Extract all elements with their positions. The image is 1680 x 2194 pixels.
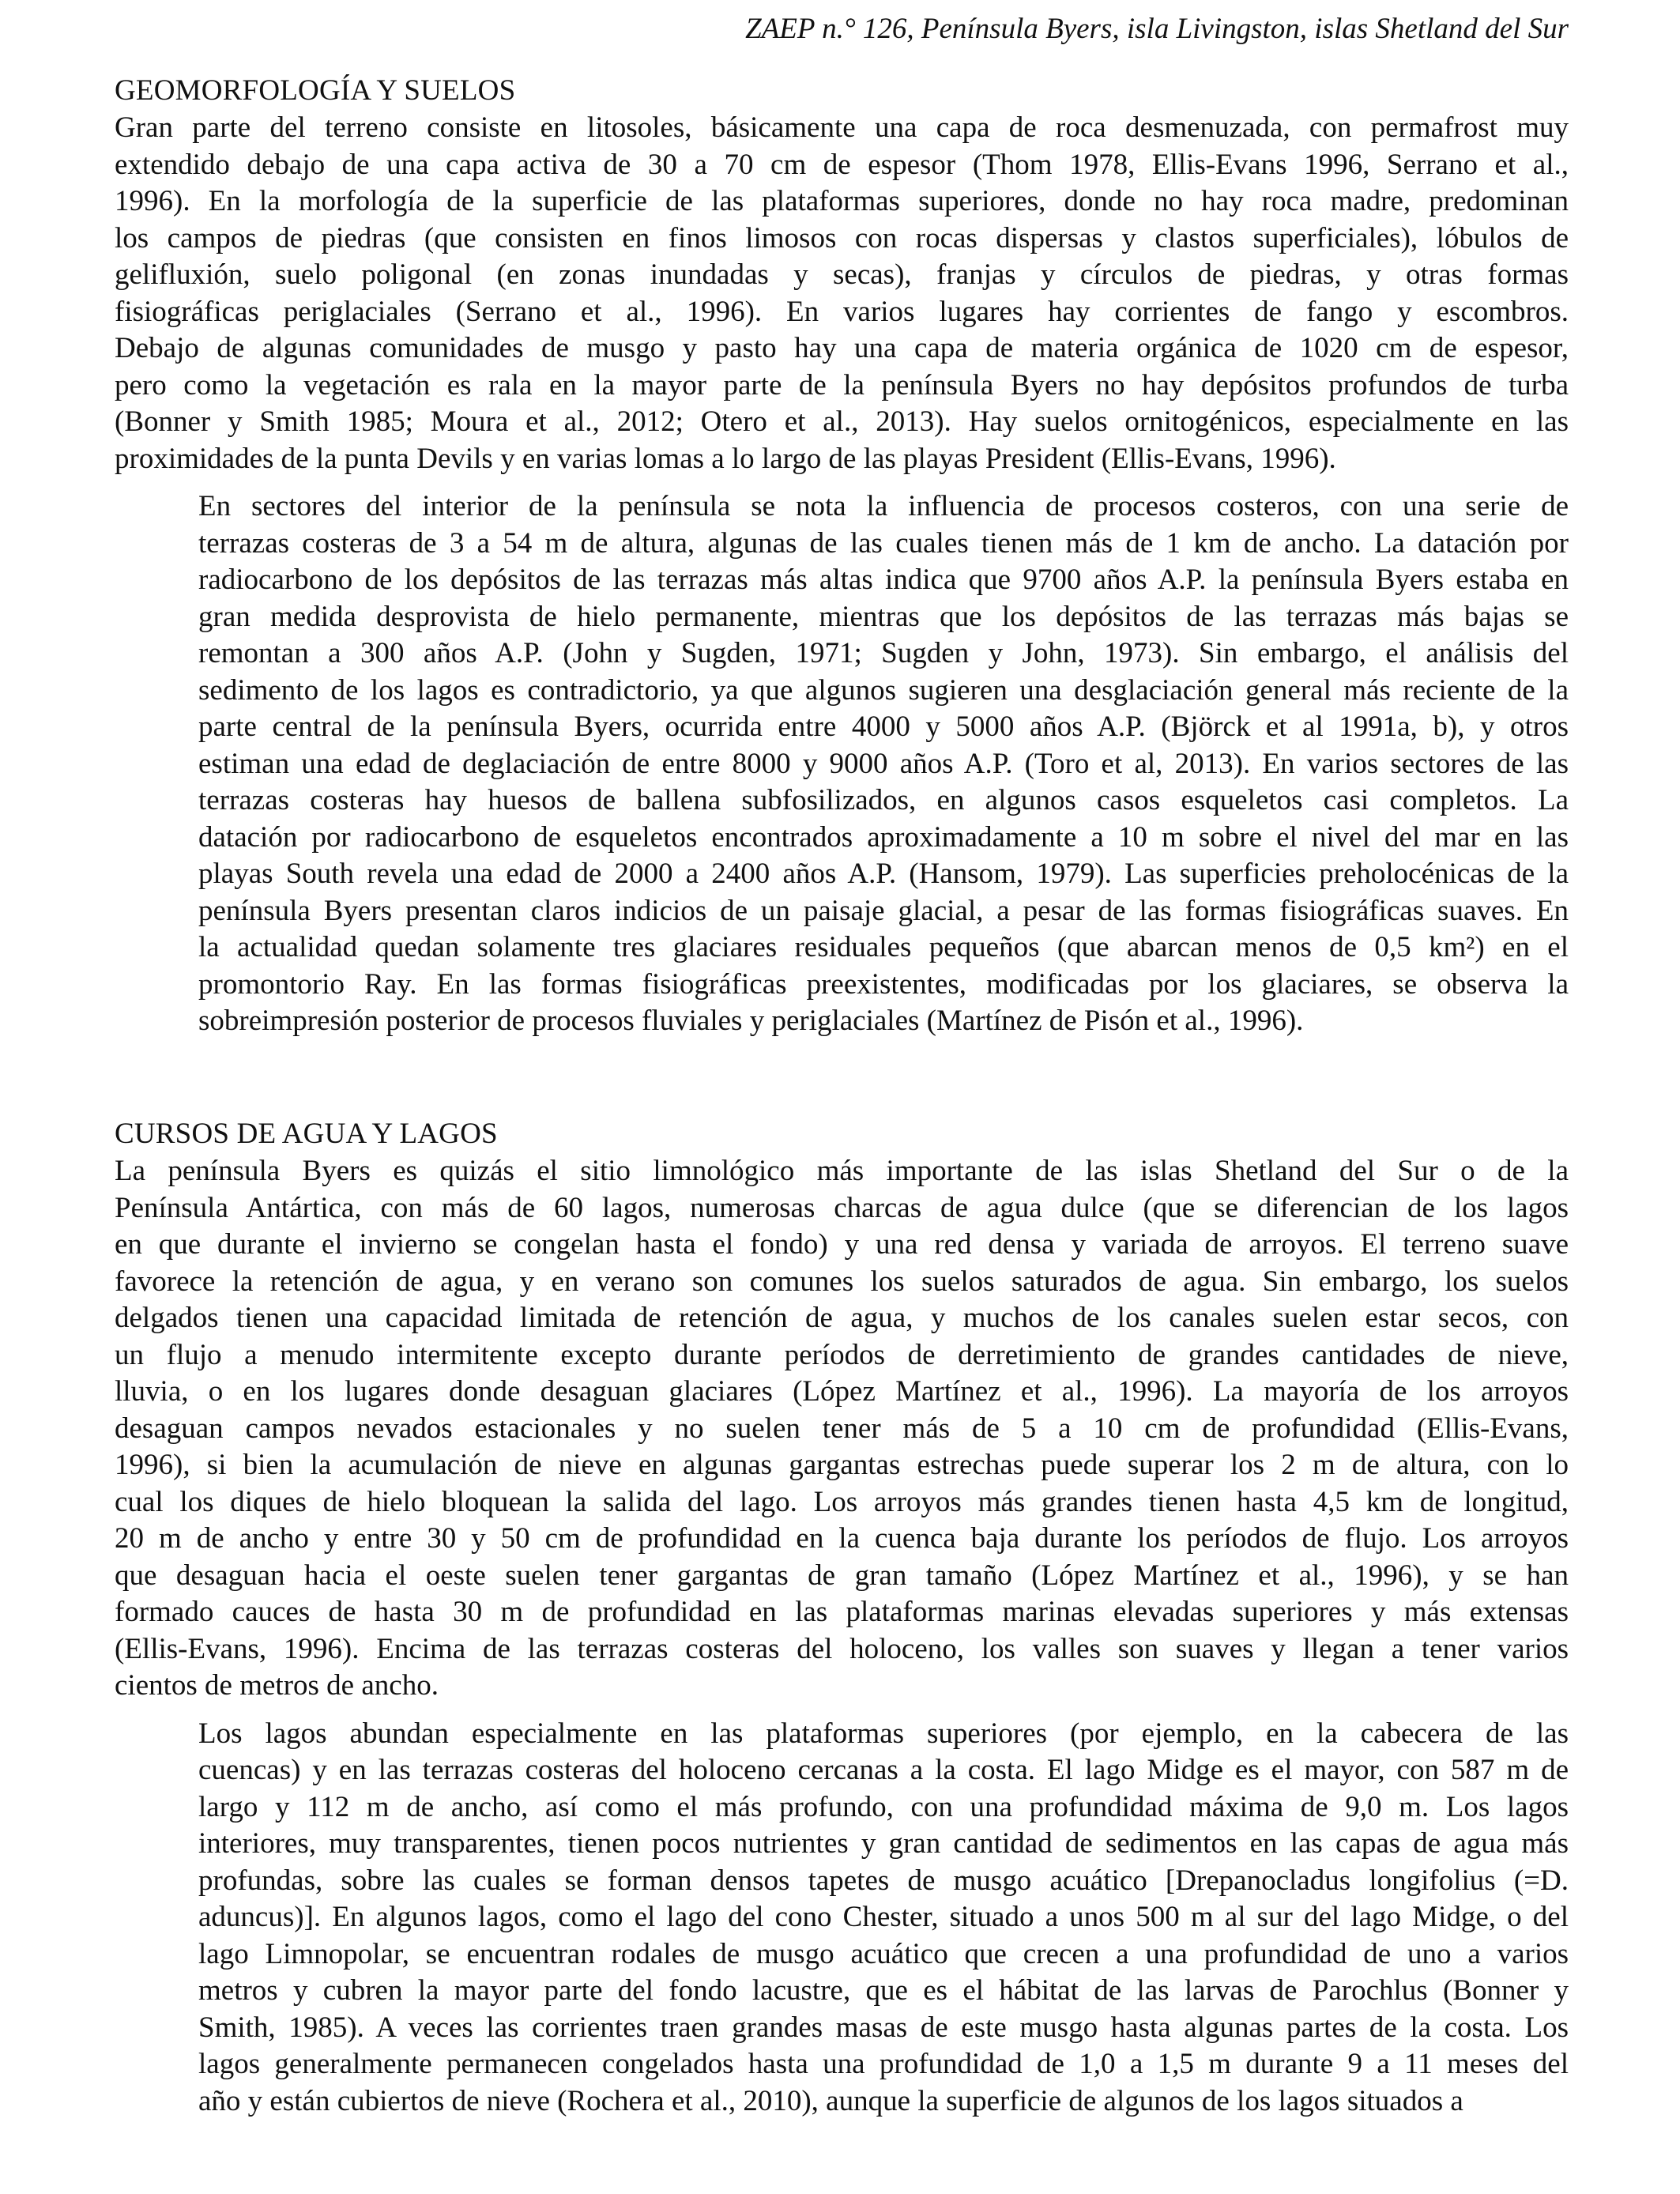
paragraph: [115, 488, 1569, 1040]
paragraph: [115, 110, 1569, 477]
running-header: ZAEP n.° 126, Península Byers, isla Livingston, islas Shetland del Sur: [745, 13, 1569, 45]
text-line: Smith, 1985). A veces las corrientes traen grandes masas de este musgo hasta algunas partes de la costa. Los: [198, 2011, 1569, 2044]
text-line: cual los diques de hielo bloquean la salida del lago. Los arroyos más grandes tienen hasta 4,5 km de longitud,: [115, 1485, 1569, 1518]
text-line: en que durante el invierno se congelan hasta el fondo) y una red densa y variada de arroyos. El terreno suave: [115, 1228, 1569, 1261]
text-line: datación por radiocarbono de esqueletos encontrados aproximadamente a 10 m sobre el nivel del mar en las: [198, 820, 1569, 854]
section-geomorfologia: [115, 73, 1569, 1040]
text-line: los campos de piedras (que consisten en finos limosos con rocas dispersas y clastos superficiales), lóbulos de: [115, 221, 1569, 254]
paragraph: [115, 1716, 1569, 2120]
text-line: delgados tienen una capacidad limitada de retención de agua, y muchos de los canales suelen estar secos, con: [115, 1302, 1569, 1334]
text-line: aduncus)]. En algunos lagos, como el lago del cono Chester, situado a unos 500 m al sur del lago Midge, o del: [198, 1901, 1569, 1933]
text-line: formado cauces de hasta 30 m de profundidad en las plataformas marinas elevadas superiores y más extensas: [115, 1596, 1569, 1628]
text-line: gelifluxión, suelo poligonal (en zonas inundadas y secas), franjas y círculos de piedras, y otras formas: [115, 258, 1569, 291]
text-line: Gran parte del terreno consiste en litosoles, básicamente una capa de roca desmenuzada, con permafrost muy: [115, 111, 1569, 144]
text-line: cuencas) y en las terrazas costeras del holoceno cercanas a la costa. El lago Midge es el mayor, con 587 m de: [198, 1754, 1569, 1786]
text-line: 20 m de ancho y entre 30 y 50 cm de profundidad en la cuenca baja durante los períodos de flujo. Los arroyos: [115, 1522, 1569, 1555]
text-line: estiman una edad de deglaciación de entre 8000 y 9000 años A.P. (Toro et al, 2013). En varios sectores de las: [198, 747, 1569, 780]
text-line: desaguan campos nevados estacionales y no suelen tener más de 5 a 10 cm de profundidad (Ellis-Evans,: [115, 1412, 1569, 1445]
text-line: la actualidad quedan solamente tres glaciares residuales pequeños (que abarcan menos de 0,5 km²) en el: [198, 931, 1569, 963]
text-line: proximidades de la punta Devils y en varias lomas a lo largo de las playas President (Ellis-Evans, 1996).: [115, 442, 1336, 475]
text-line: 1996), si bien la acumulación de nieve en algunas gargantas estrechas puede superar los 2 m de altura, con lo: [115, 1449, 1569, 1481]
text-line: lagos generalmente permanecen congelados hasta una profundidad de 1,0 a 1,5 m durante 9 a 11 meses del: [198, 2048, 1569, 2080]
text-line: fisiográficas periglaciales (Serrano et al., 1996). En varios lugares hay corrientes de fango y escombros.: [115, 295, 1569, 328]
text-line: cientos de metros de ancho.: [115, 1669, 439, 1702]
text-line: (Bonner y Smith 1985; Moura et al., 2012; Otero et al., 2013). Hay suelos ornitogénicos, especialmente en las: [115, 405, 1569, 438]
text-line: un flujo a menudo intermitente excepto durante períodos de derretimiento de grandes cantidades de nieve,: [115, 1338, 1569, 1371]
text-line: sedimento de los lagos es contradictorio, ya que algunos sugieren una desglaciación general más reciente de la: [198, 673, 1569, 707]
text-line: terrazas costeras de 3 a 54 m de altura, algunas de las cuales tienen más de 1 km de ancho. La datación por: [198, 526, 1569, 560]
text-line: favorece la retención de agua, y en verano son comunes los suelos saturados de agua. Sin embargo, los suelos: [115, 1265, 1569, 1298]
text-line: Península Antártica, con más de 60 lagos, numerosas charcas de agua dulce (que se diferencian de los lagos: [115, 1191, 1569, 1224]
paragraph: [115, 1153, 1569, 1705]
text-line: terrazas costeras hay huesos de ballena subfosilizados, en algunos casos esqueletos casi completos. La: [198, 784, 1569, 816]
text-line: La península Byers es quizás el sitio limnológico más importante de las islas Shetland del Sur o de la: [115, 1155, 1569, 1187]
text-line: sobreimpresión posterior de procesos fluviales y periglaciales (Martínez de Pisón et al., 1996).: [198, 1005, 1304, 1037]
text-line: Debajo de algunas comunidades de musgo y pasto hay una capa de materia orgánica de 1020 cm de espesor,: [115, 332, 1569, 364]
text-line: (Ellis-Evans, 1996). Encima de las terrazas costeras del holoceno, los valles son suaves y llegan a tener varios: [115, 1632, 1569, 1665]
text-line: gran medida desprovista de hielo permanente, mientras que los depósitos de las terrazas más bajas se: [198, 600, 1569, 633]
text-line: interiores, muy transparentes, tienen pocos nutrientes y gran cantidad de sedimentos en las capas de agua más: [198, 1827, 1569, 1860]
section-cursos-de-agua: [115, 1116, 1569, 2120]
text-line: playas South revela una edad de 2000 a 2400 años A.P. (Hansom, 1979). Las superficies preholocénicas de la: [198, 858, 1569, 890]
text-line: que desaguan hacia el oeste suelen tener gargantas de gran tamaño (López Martínez et al., 1996), y se han: [115, 1559, 1569, 1592]
text-line: península Byers presentan claros indicios de un paisaje glacial, a pesar de las formas fisiográficas suaves. En: [198, 894, 1569, 927]
text-line: Los lagos abundan especialmente en las plataformas superiores (por ejemplo, en la cabecera de las: [198, 1717, 1569, 1750]
document-page: [115, 0, 1569, 2194]
text-line: promontorio Ray. En las formas fisiográficas preexistentes, modificadas por los glaciares, se observa la: [198, 967, 1569, 1001]
text-line: lago Limnopolar, se encuentran rodales de musgo acuático que crecen a una profundidad de uno a varios: [198, 1937, 1569, 1970]
text-line: año y están cubiertos de nieve (Rochera et al., 2010), aunque la superficie de algunos de los lagos situados a: [198, 2084, 1463, 2117]
text-line: lluvia, o en los lugares donde desaguan glaciares (López Martínez et al., 1996). La mayoría de los arroyos: [115, 1375, 1569, 1408]
text-line: pero como la vegetación es rala en la mayor parte de la península Byers no hay depósitos profundos de turba: [115, 368, 1569, 401]
text-line: largo y 112 m de ancho, así como el más profundo, con una profundidad máxima de 9,0 m. Los lagos: [198, 1790, 1569, 1823]
text-line: En sectores del interior de la península se nota la influencia de procesos costeros, con una serie de: [198, 490, 1569, 522]
section-heading: CURSOS DE AGUA Y LAGOS: [115, 1118, 498, 1150]
text-line: extendido debajo de una capa activa de 30 a 70 cm de espesor (Thom 1978, Ellis-Evans 1996, Serrano et al.,: [115, 148, 1569, 181]
section-heading: GEOMORFOLOGÍA Y SUELOS: [115, 74, 516, 107]
text-line: radiocarbono de los depósitos de las terrazas más altas indica que 9700 años A.P. la península Byers estaba en: [198, 564, 1569, 596]
text-line: remontan a 300 años A.P. (John y Sugden, 1971; Sugden y John, 1973). Sin embargo, el análisis del: [198, 637, 1569, 669]
text-line: parte central de la península Byers, ocurrida entre 4000 y 5000 años A.P. (Björck et al 1991a, b), y otros: [198, 711, 1569, 743]
text-line: metros y cubren la mayor parte del fondo lacustre, que es el hábitat de las larvas de Parochlus (Bonner y: [198, 1974, 1569, 2007]
text-line: profundas, sobre las cuales se forman densos tapetes de musgo acuático [Drepanocladus longifolius (=D.: [198, 1864, 1569, 1897]
text-line: 1996). En la morfología de la superficie de las plataformas superiores, donde no hay roca madre, predominan: [115, 185, 1569, 217]
